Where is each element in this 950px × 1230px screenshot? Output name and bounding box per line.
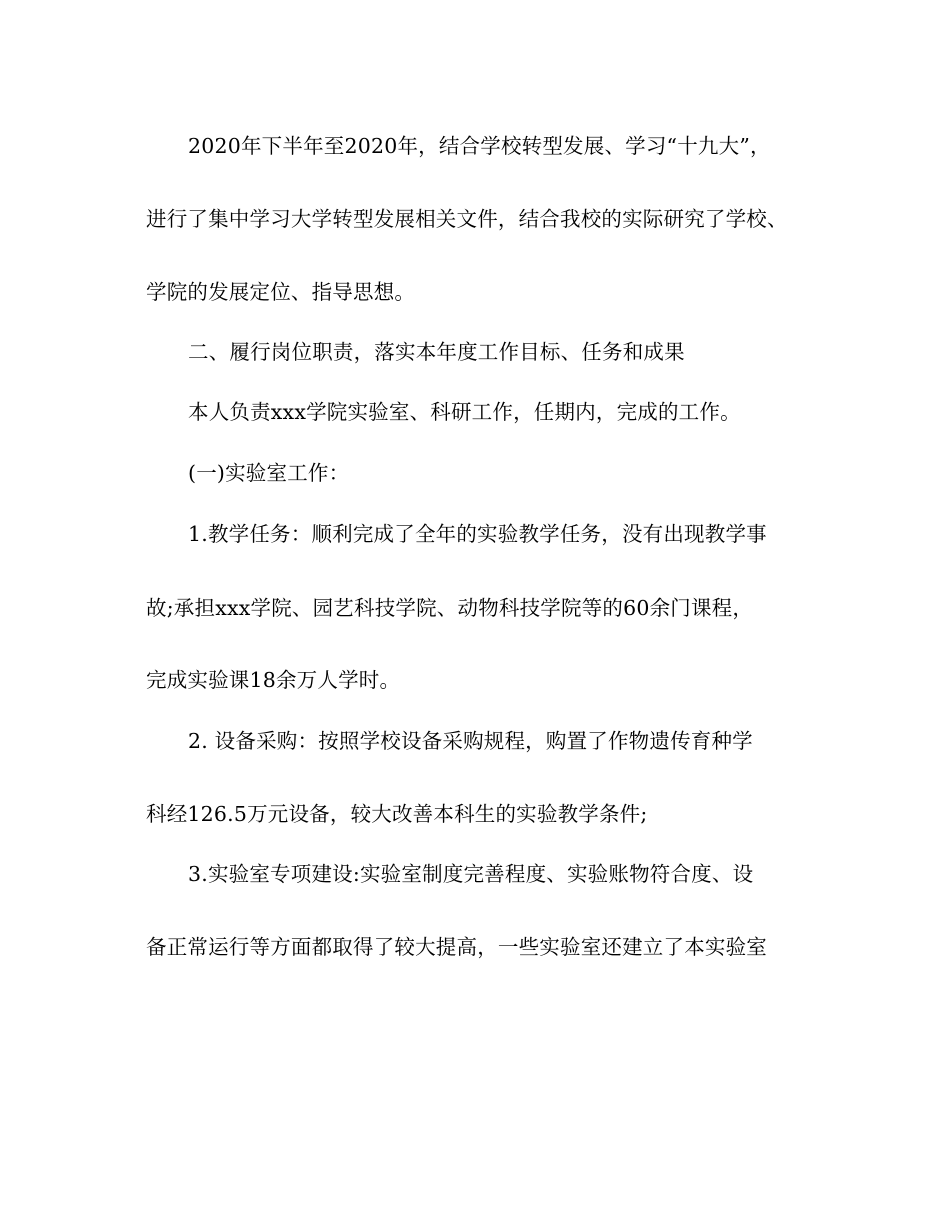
subsection-heading: (一)实验室工作： bbox=[188, 461, 350, 485]
list-item-line: 1.教学任务：顺利完成了全年的实验教学任务，没有出现教学事 bbox=[188, 522, 767, 546]
list-item-line: 故;承担xxx学院、园艺科技学院、动物科技学院等的60余门课程， bbox=[146, 596, 754, 620]
paragraph-line: 学院的发展定位、指导思想。 bbox=[146, 280, 416, 304]
paragraph-line: 进行了集中学习大学转型发展相关文件，结合我校的实际研究了学校、 bbox=[146, 207, 788, 231]
section-heading: 二、履行岗位职责，落实本年度工作目标、任务和成果 bbox=[188, 340, 685, 364]
list-item-line: 科经126.5万元设备，较大改善本科生的实验教学条件; bbox=[146, 802, 648, 826]
list-item-line: 2. 设备采购：按照学校设备采购规程，购置了作物遗传育种学 bbox=[188, 729, 753, 753]
paragraph-line: 2020年下半年至2020年，结合学校转型发展、学习“十九大”， bbox=[188, 134, 771, 158]
list-item-line: 完成实验课18余万人学时。 bbox=[146, 668, 401, 692]
list-item-line: 3.实验室专项建设:实验室制度完善程度、实验账物符合度、设 bbox=[188, 862, 754, 886]
list-item-line: 备正常运行等方面都取得了较大提高，一些实验室还建立了本实验室 bbox=[146, 935, 767, 959]
paragraph-line: 本人负责xxx学院实验室、科研工作，任期内，完成的工作。 bbox=[188, 400, 741, 424]
